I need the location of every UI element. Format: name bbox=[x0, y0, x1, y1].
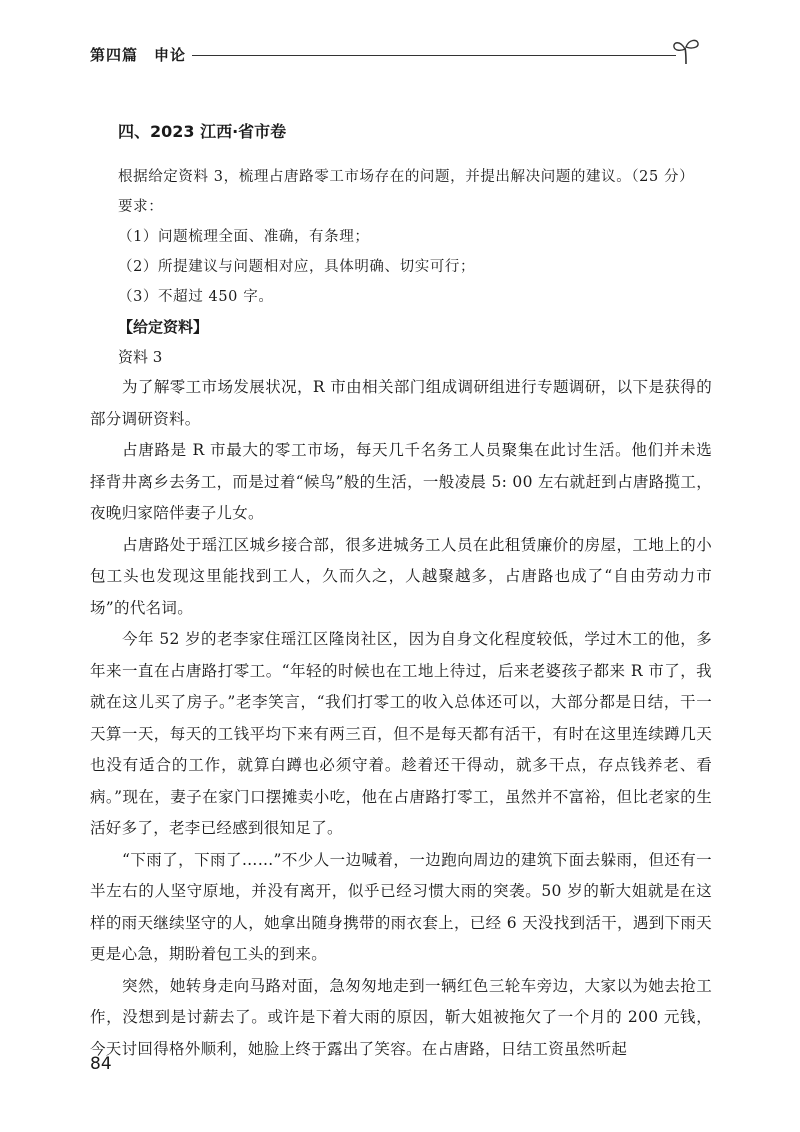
section-title: 四、2023 江西·省市卷 bbox=[118, 122, 287, 141]
material-paragraph: 突然，她转身走向马路对面，急匆匆地走到一辆红色三轮车旁边，大家以为她去抢工作，没想到是讨薪去了。或许是下着大雨的原因，靳大姐被拖欠了一个月的 200 元钱，今天讨回得格外顺利，她脸上终于露出了笑容。在占唐路，日结工资虽然听起 bbox=[90, 976, 712, 1058]
material-paragraph: 占唐路是 R 市最大的零工市场，每天几千名务工人员聚集在此讨生活。他们并未选择背井离乡去务工，而是过着“候鸟”般的生活，一般凌晨 5: 00 左右就赶到占唐路揽工，夜晚归家陪伴妻子儿女。 bbox=[90, 441, 712, 522]
requirement-item: （1）问题梳理全面、准确，有条理； bbox=[118, 229, 370, 245]
material-paragraph: 为了解零工市场发展状况，R 市由相关部门组成调研组进行专题调研，以下是获得的部分调研资料。 bbox=[90, 378, 712, 428]
material-label: 资料 3 bbox=[118, 348, 163, 366]
header-rule bbox=[192, 55, 676, 56]
question-text: 根据给定资料 3，梳理占唐路零工市场存在的问题，并提出解决问题的建议。（25 分） bbox=[118, 169, 695, 185]
requirement-item: （2）所提建议与问题相对应，具体明确、切实可行； bbox=[118, 259, 476, 275]
header-title: 第四篇 申论 bbox=[90, 46, 187, 64]
material-paragraph: 占唐路处于瑶江区城乡接合部，很多进城务工人员在此租赁廉价的房屋，工地上的小包工头也发现这里能找到工人，久而久之，人越聚越多，占唐路也成了“自由劳动力市场”的代名词。 bbox=[90, 535, 712, 617]
requirements-label: 要求： bbox=[118, 199, 164, 215]
page-content bbox=[90, 120, 712, 1065]
sprout-icon bbox=[670, 36, 702, 66]
materials-header: 【给定资料】 bbox=[118, 318, 209, 336]
page-number: 84 bbox=[90, 1054, 112, 1074]
requirement-item: （3）不超过 450 字。 bbox=[118, 289, 274, 305]
page-header bbox=[90, 36, 702, 66]
material-paragraph: 今年 52 岁的老李家住瑶江区隆岗社区，因为自身文化程度较低，学过木工的他，多年来一直在占唐路打零工。“年轻的时候也在工地上待过，后来老婆孩子都来 R 市了，我就在这儿买了房子。”老李笑言，“我们打零工的收入总体还可以，大部分都是日结，干一天算一天，每天的工钱平均下来有两三百，但不是每天都有活干，有时在这里连续蹲几天也没有适合的工作，就算白蹲也必须守着。趁着还干得动，就多干点，存点钱养老、看病。”现在，妻子在家门口摆摊卖小吃，他在占唐路打零工，虽然并不富裕，但比老家的生活好多了，老李已经感到很知足了。 bbox=[90, 630, 712, 837]
material-paragraph: “下雨了，下雨了……”不少人一边喊着，一边跑向周边的建筑下面去躲雨，但还有一半左右的人坚守原地，并没有离开，似乎已经习惯大雨的突袭。50 岁的靳大姐就是在这样的雨天继续坚守的人，她拿出随身携带的雨衣套上，已经 6 天没找到活干，遇到下雨天更是心急，期盼着包工头的到来。 bbox=[90, 850, 712, 963]
